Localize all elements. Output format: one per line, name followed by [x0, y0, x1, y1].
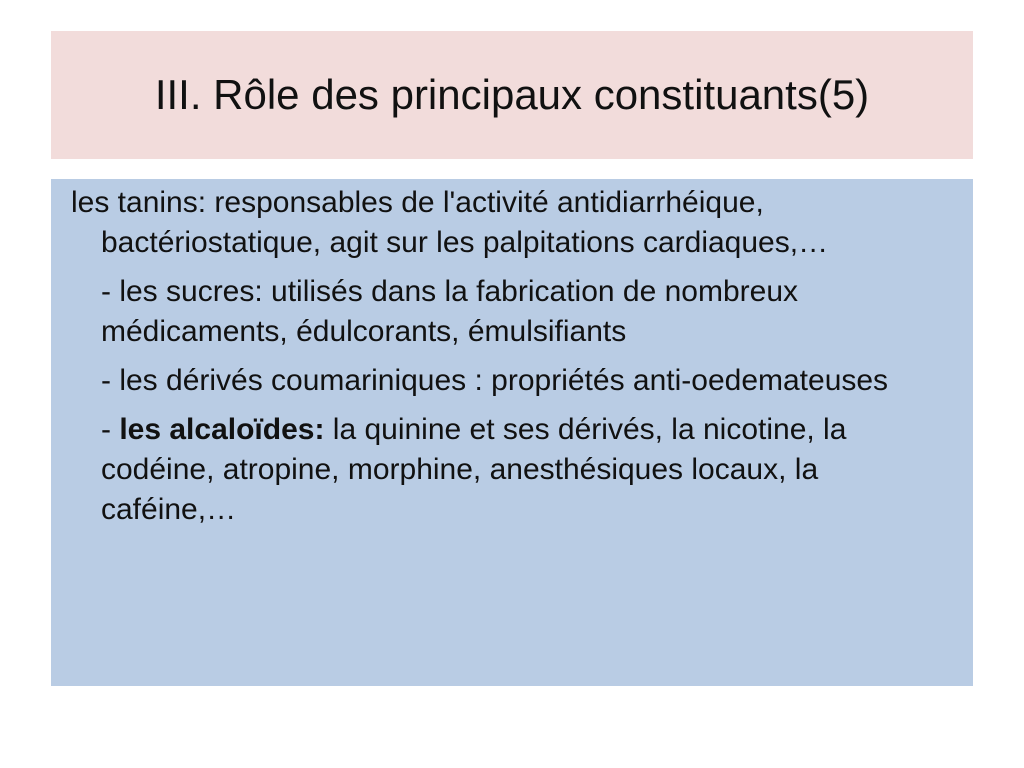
slide-title: III. Rôle des principaux constituants(5)	[154, 70, 870, 118]
paragraph-coumarines: - les dérivés coumariniques : propriétés anti-oedemateuses	[101, 364, 889, 397]
paragraph-sucres: - les sucres: utilisés dans la fabrication de nombreux médicaments, édulcorants, émulsifiants	[101, 275, 799, 348]
title-box	[51, 31, 973, 159]
paragraph-alcaloides	[71, 410, 953, 530]
paragraph-tanins: les tanins: responsables de l'activité antidiarrhéique, bactériostatique, agit sur les palpitations cardiaques,…	[71, 186, 829, 259]
alcaloides-prefix: -	[101, 413, 120, 446]
alcaloides-heading: les alcaloïdes:	[119, 413, 325, 446]
alcaloides-text: la quinine et ses dérivés, la nicotine, la codéine, atropine, morphine, anesthésiques locaux, la caféine,…	[101, 413, 847, 526]
content-box	[51, 179, 973, 686]
